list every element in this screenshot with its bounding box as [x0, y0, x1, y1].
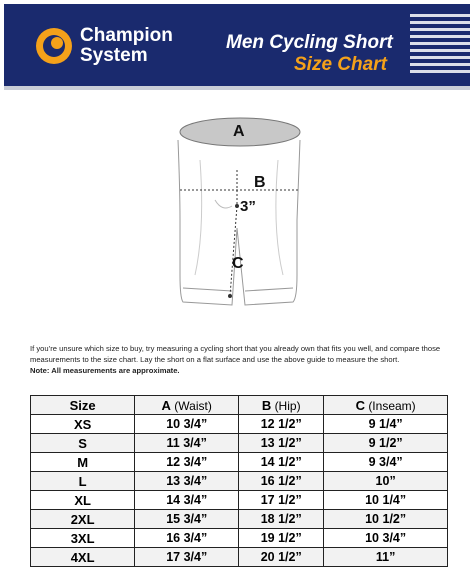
inseam-cell: 10 1/2”: [324, 510, 448, 529]
inseam-cell: 10”: [324, 472, 448, 491]
inseam-cell: 11”: [324, 548, 448, 567]
title-line1: Men Cycling Short: [226, 32, 393, 53]
brand-name: [80, 26, 173, 66]
hip-cell: 16 1/2”: [239, 472, 324, 491]
table-row: [31, 529, 448, 548]
title-line2: Size Chart: [294, 54, 387, 75]
size-cell: 4XL: [31, 548, 135, 567]
hip-cell: 20 1/2”: [239, 548, 324, 567]
short-measurement-diagram: [0, 110, 474, 325]
size-cell: XS: [31, 415, 135, 434]
table-header-row: [31, 396, 448, 415]
inseam-cell: 10 3/4”: [324, 529, 448, 548]
intro-text-block: [30, 343, 450, 376]
label-c: C: [232, 255, 244, 272]
waist-cell: 11 3/4”: [135, 434, 239, 453]
size-cell: 3XL: [31, 529, 135, 548]
waist-cell: 14 3/4”: [135, 491, 239, 510]
size-cell: M: [31, 453, 135, 472]
size-chart-table: [30, 395, 448, 567]
table-row: [31, 510, 448, 529]
hip-cell: 14 1/2”: [239, 453, 324, 472]
intro-paragraph: If you’re unsure which size to buy, try measuring a cycling short that you already own that fits you well, and compare those measurements to the size chart. Lay the short on a flat surface and use the above guide to measure the short.: [30, 344, 441, 364]
hip-cell: 19 1/2”: [239, 529, 324, 548]
header-a: A (Waist): [135, 396, 239, 415]
waist-cell: 17 3/4”: [135, 548, 239, 567]
table-row: [31, 491, 448, 510]
waist-cell: 10 3/4”: [135, 415, 239, 434]
table-row: [31, 434, 448, 453]
hip-cell: 17 1/2”: [239, 491, 324, 510]
table-row: [31, 472, 448, 491]
table-row: [31, 453, 448, 472]
table-row: [31, 415, 448, 434]
table-row: [31, 548, 448, 567]
inseam-cell: 10 1/4”: [324, 491, 448, 510]
waist-cell: 13 3/4”: [135, 472, 239, 491]
size-cell: XL: [31, 491, 135, 510]
size-cell: 2XL: [31, 510, 135, 529]
inseam-cell: 9 1/2”: [324, 434, 448, 453]
intro-note: Note: All measurements are approximate.: [30, 366, 180, 375]
inseam-cell: 9 3/4”: [324, 453, 448, 472]
label-b: B: [254, 174, 266, 191]
waist-cell: 16 3/4”: [135, 529, 239, 548]
waist-cell: 12 3/4”: [135, 453, 239, 472]
inseam-cell: 9 1/4”: [324, 415, 448, 434]
champion-system-logo-icon: [34, 26, 74, 66]
label-3in: 3”: [240, 198, 256, 215]
header-size: Size: [31, 396, 135, 415]
header-banner: [4, 4, 470, 90]
size-cell: S: [31, 434, 135, 453]
header-c: C (Inseam): [324, 396, 448, 415]
hip-cell: 18 1/2”: [239, 510, 324, 529]
header-stripes: [410, 14, 470, 76]
brand-line2: System: [80, 45, 148, 66]
label-a: A: [233, 123, 245, 140]
waist-cell: 15 3/4”: [135, 510, 239, 529]
header-b: B (Hip): [239, 396, 324, 415]
hip-cell: 12 1/2”: [239, 415, 324, 434]
size-cell: L: [31, 472, 135, 491]
brand-line1: Champion: [80, 25, 173, 46]
hip-cell: 13 1/2”: [239, 434, 324, 453]
